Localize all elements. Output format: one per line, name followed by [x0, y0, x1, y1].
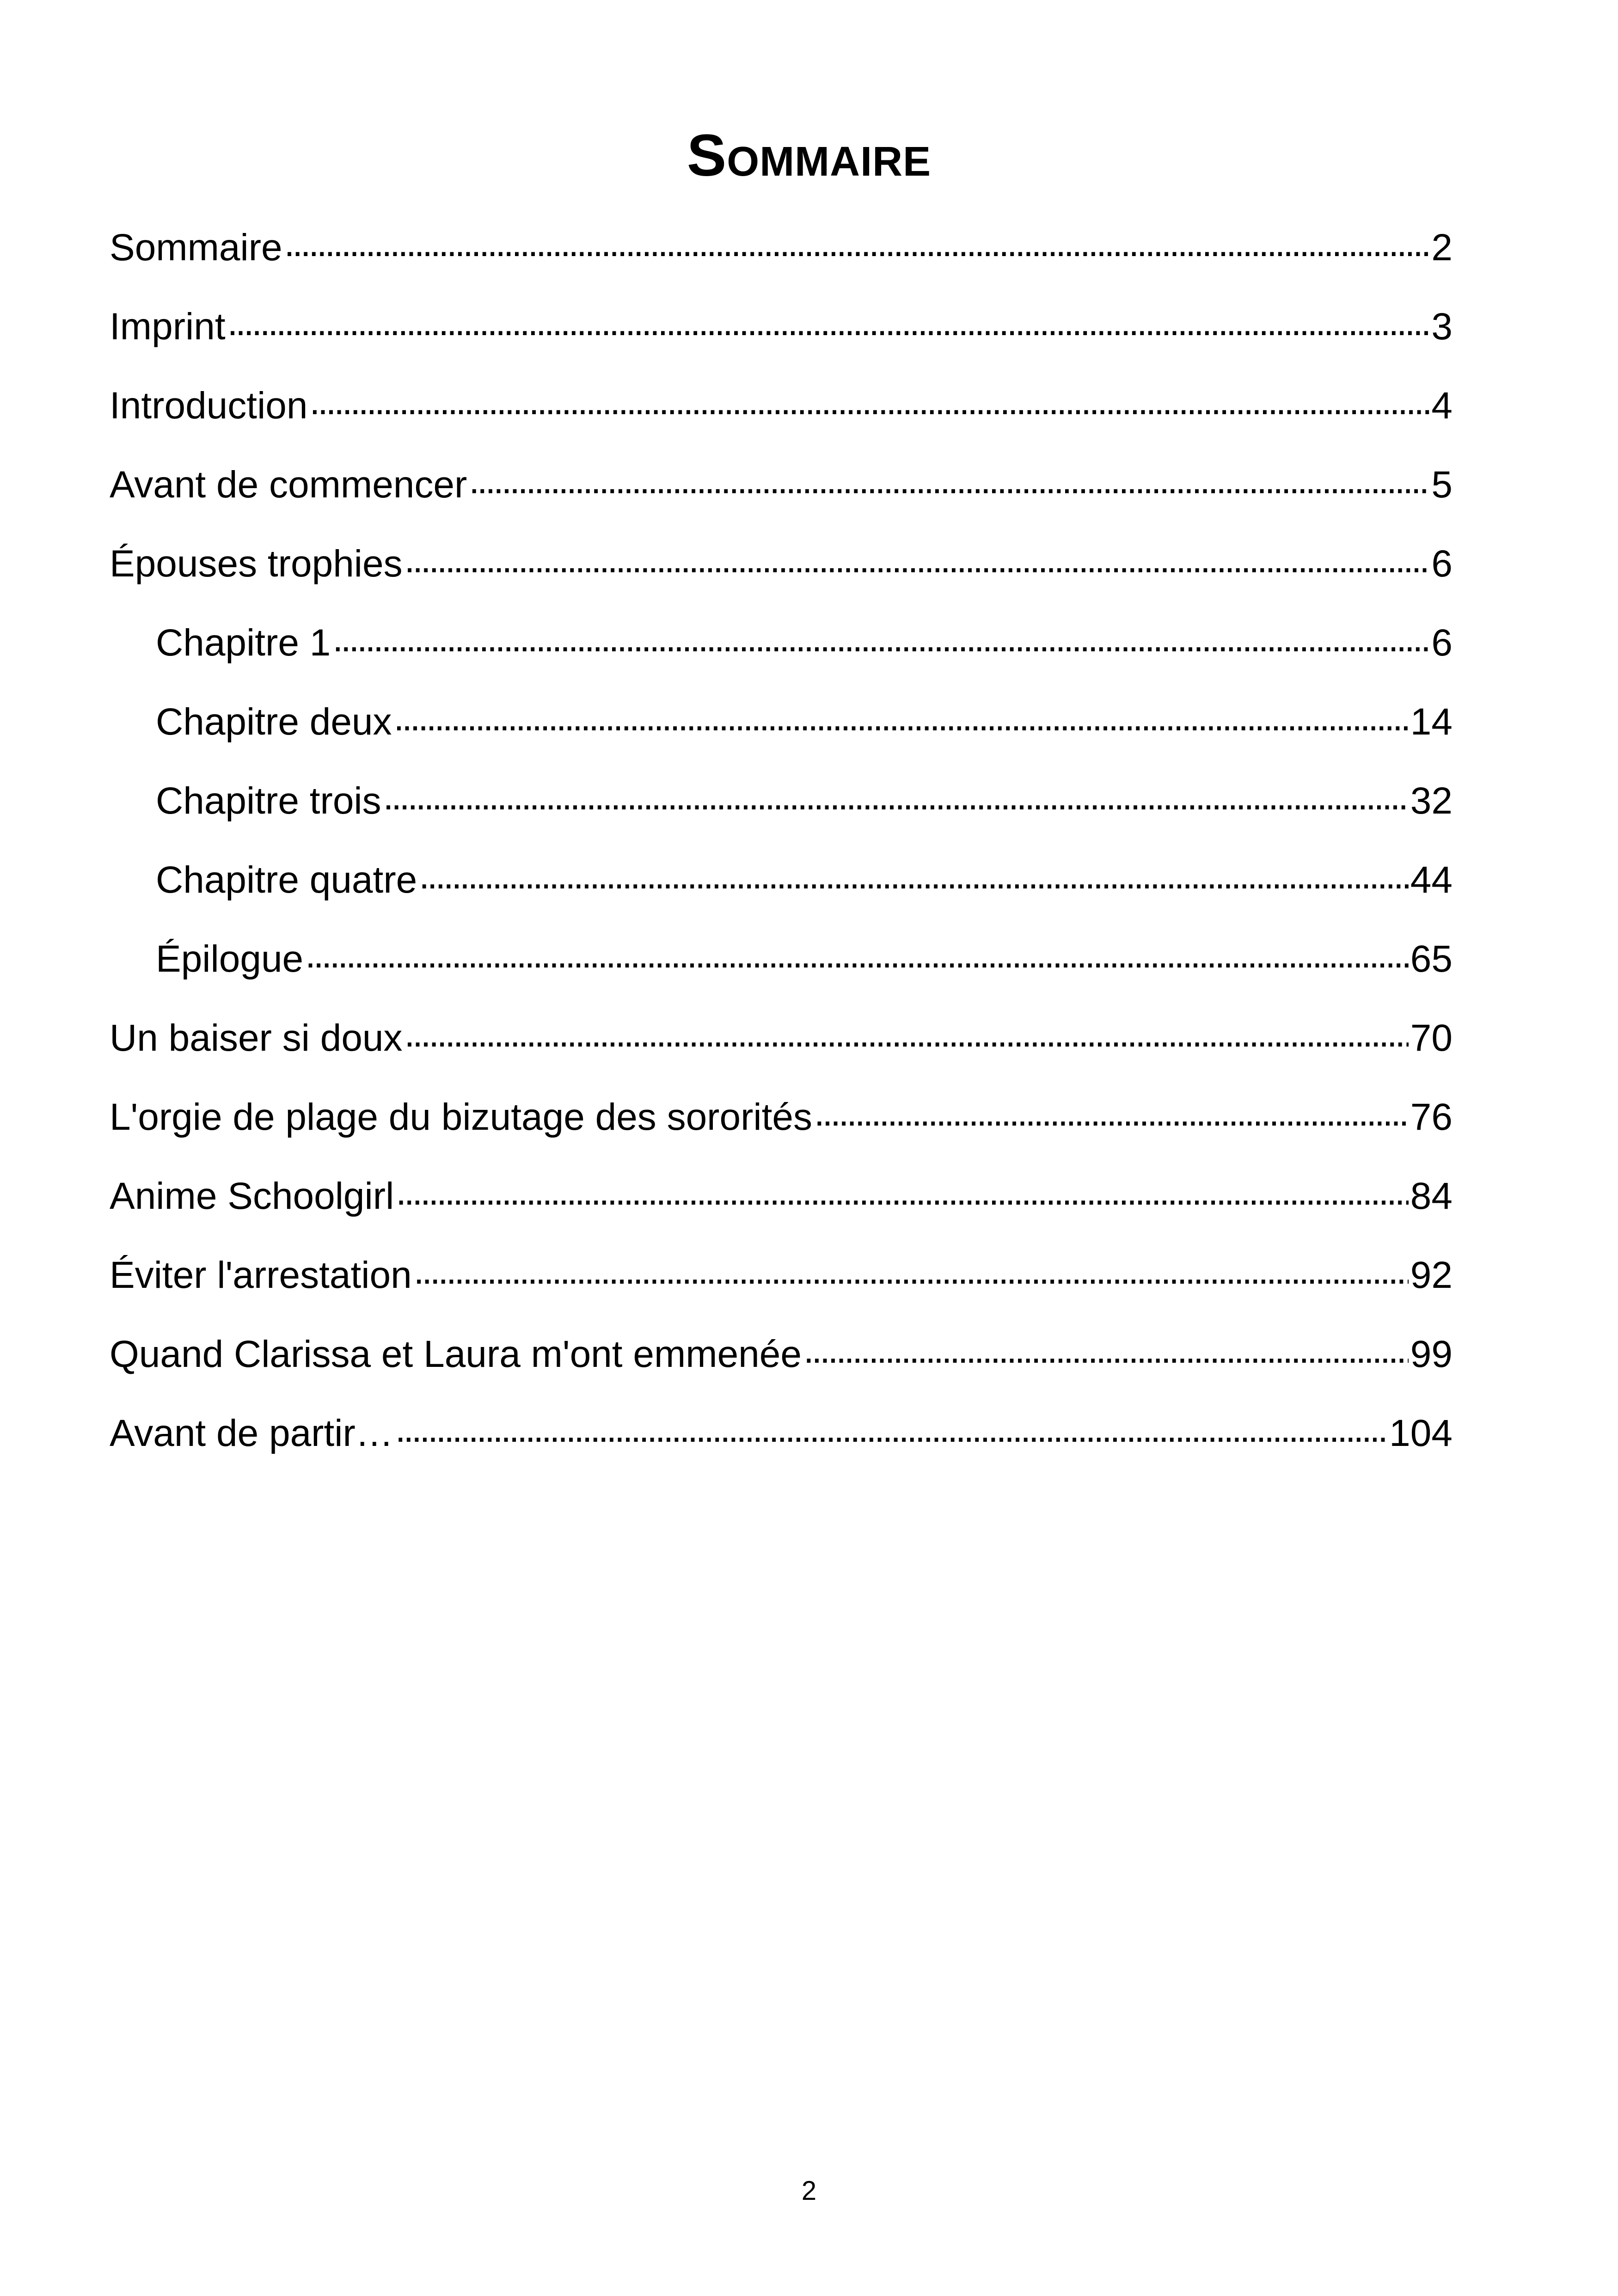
toc-leader-dots — [419, 857, 1409, 903]
toc-entry[interactable] — [110, 208, 1453, 287]
toc-leader-dots — [803, 1331, 1409, 1378]
toc-entry-page: 92 — [1410, 1254, 1453, 1296]
toc-entry-label: Épouses trophies — [110, 542, 403, 585]
toc-entry-label: Imprint — [110, 305, 226, 348]
toc-leader-dots — [383, 778, 1409, 824]
toc-entry-label: Épilogue — [156, 937, 304, 980]
toc-entry-label: Anime Schoolgirl — [110, 1175, 394, 1217]
toc-entry[interactable] — [110, 524, 1453, 603]
toc-entry-label: L'orgie de plage du bizutage des sororités — [110, 1096, 813, 1138]
toc-entry-label: Chapitre quatre — [156, 858, 417, 901]
toc-leader-dots — [396, 1173, 1409, 1219]
toc-leader-dots — [814, 1094, 1409, 1140]
toc-entry-page: 2 — [1431, 226, 1453, 269]
toc-entry-page: 14 — [1410, 700, 1453, 743]
toc-entry[interactable] — [110, 998, 1453, 1078]
toc-subentry[interactable] — [110, 603, 1453, 682]
toc-subentry[interactable] — [110, 919, 1453, 998]
toc-leader-dots — [284, 225, 1430, 271]
toc-entry[interactable] — [110, 445, 1453, 524]
toc-entry[interactable] — [110, 1315, 1453, 1394]
toc-subentry[interactable] — [110, 761, 1453, 840]
toc-entry-page: 32 — [1410, 779, 1453, 822]
table-of-contents — [110, 208, 1453, 1473]
toc-entry-page: 104 — [1389, 1412, 1453, 1454]
toc-leader-dots — [404, 541, 1430, 587]
toc-leader-dots — [469, 462, 1429, 508]
toc-leader-dots — [305, 936, 1409, 982]
toc-entry-page: 44 — [1410, 858, 1453, 901]
toc-entry[interactable] — [110, 366, 1453, 445]
toc-entry-label: Éviter l'arrestation — [110, 1254, 412, 1296]
toc-entry-label: Chapitre trois — [156, 779, 381, 822]
toc-entry-label: Avant de partir… — [110, 1412, 393, 1454]
toc-entry-label: Un baiser si doux — [110, 1016, 403, 1059]
toc-subentry[interactable] — [110, 840, 1453, 919]
toc-entry[interactable] — [110, 1078, 1453, 1157]
toc-entry-label: Avant de commencer — [110, 463, 467, 506]
toc-leader-dots — [227, 304, 1430, 350]
toc-entry-page: 99 — [1410, 1333, 1453, 1375]
toc-entry[interactable] — [110, 1394, 1453, 1473]
toc-leader-dots — [394, 699, 1409, 745]
toc-entry-label: Introduction — [110, 384, 308, 427]
toc-leader-dots — [414, 1252, 1409, 1298]
page-title: Sommaire — [686, 122, 932, 189]
toc-entry-page: 3 — [1431, 305, 1453, 348]
toc-entry[interactable] — [110, 1157, 1453, 1236]
toc-leader-dots — [310, 383, 1430, 429]
toc-entry-page: 5 — [1431, 463, 1453, 506]
toc-entry-page: 6 — [1431, 542, 1453, 585]
toc-subentry[interactable] — [110, 682, 1453, 761]
page-number: 2 — [801, 2176, 817, 2206]
toc-entry-page: 70 — [1410, 1016, 1453, 1059]
toc-entry-page: 76 — [1410, 1096, 1453, 1138]
toc-entry-page: 6 — [1431, 621, 1453, 664]
toc-entry[interactable] — [110, 287, 1453, 366]
toc-entry-page: 4 — [1431, 384, 1453, 427]
toc-entry-page: 84 — [1410, 1175, 1453, 1217]
toc-entry-label: Sommaire — [110, 226, 282, 269]
toc-entry-label: Chapitre 1 — [156, 621, 331, 664]
toc-entry-page: 65 — [1410, 937, 1453, 980]
toc-entry[interactable] — [110, 1236, 1453, 1315]
toc-leader-dots — [404, 1015, 1409, 1061]
toc-leader-dots — [332, 620, 1429, 666]
toc-entry-label: Quand Clarissa et Laura m'ont emmenée — [110, 1333, 802, 1375]
toc-entry-label: Chapitre deux — [156, 700, 392, 743]
toc-leader-dots — [395, 1410, 1387, 1457]
